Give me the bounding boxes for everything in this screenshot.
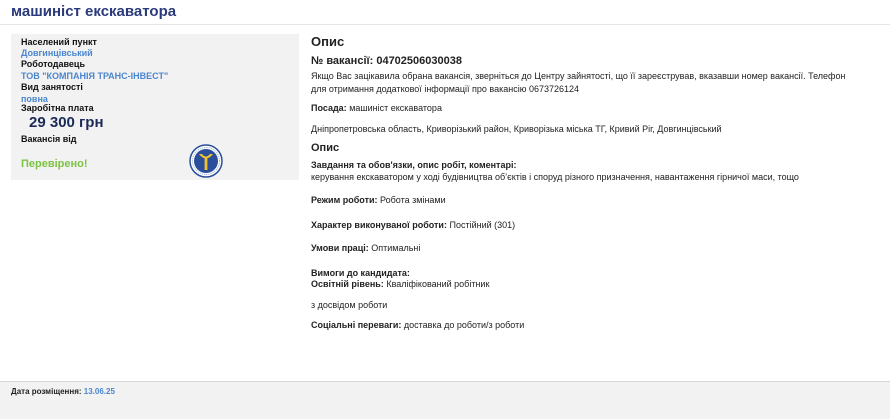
salary-value: 29 300 грн: [29, 114, 104, 131]
duties-text: керування екскаватором у ході будівництва об’єктів і споруд різного призначення, навантаження гірничої маси, тощо: [311, 172, 799, 182]
posted-date: 13.06.25: [83, 387, 115, 396]
contact-info-line2: для отримання додаткової інформації про вакансію 0673726124: [311, 84, 580, 94]
benefits-row: [311, 320, 524, 330]
employment-service-emblem-icon: [189, 144, 223, 178]
posted-date-label: Дата розміщення:: [11, 387, 82, 396]
contact-info-line1: Якщо Вас зацікавила обрана вакансія, зверніться до Центру зайнятості, що її зареєстрував, вказавши номер вакансії. Телефон: [311, 71, 846, 81]
posted-date-row: [11, 387, 115, 396]
position-row: [311, 103, 442, 113]
page-title: машиніст екскаватора: [11, 3, 177, 20]
position-label: Посада:: [311, 103, 347, 113]
conditions-label: Умови праці:: [311, 243, 369, 253]
conditions-row: [311, 243, 420, 253]
vacancy-number-label: № вакансії:: [311, 55, 374, 67]
benefits-value: доставка до роботи/з роботи: [403, 320, 525, 330]
education-label: Освітній рівень:: [311, 279, 384, 289]
schedule-label: Режим роботи:: [311, 195, 378, 205]
vacancy-number-row: [311, 55, 462, 67]
work-nature-value: Постійний (301): [449, 220, 516, 230]
experience-text: з досвідом роботи: [311, 300, 388, 310]
description-heading: Опис: [311, 34, 345, 49]
employment-type-value: повна: [21, 94, 48, 104]
location-text: Дніпропетровська область, Криворізький район, Криворізька міська ТГ, Кривий Ріг, Довгинцівський: [311, 124, 722, 134]
work-nature-row: [311, 220, 515, 230]
schedule-row: [311, 195, 446, 205]
locality-link[interactable]: Довгинцівський: [21, 48, 93, 58]
vacancy-number: 04702506030038: [376, 55, 462, 67]
employment-type-label: Вид занятості: [21, 82, 83, 92]
salary-label: Заробітна плата: [21, 103, 94, 113]
footer: [0, 381, 890, 419]
description-subheading: Опис: [311, 142, 340, 154]
verified-badge: Перевірено!: [21, 158, 88, 170]
title-bar: [0, 0, 890, 25]
requirements-label: Вимоги до кандидата:: [311, 268, 410, 278]
benefits-label: Соціальні переваги:: [311, 320, 402, 330]
employer-label: Роботодавець: [21, 59, 85, 69]
duties-label: Завдання та обов'язки, опис робіт, коментарі:: [311, 160, 517, 170]
vacancy-summary-card: [11, 34, 299, 180]
position-value: машиніст екскаватора: [349, 103, 442, 113]
employer-link[interactable]: ТОВ "КОМПАНІЯ ТРАНС-ІНВЕСТ": [21, 71, 169, 81]
education-row: [311, 279, 489, 289]
conditions-value: Оптимальні: [371, 243, 421, 253]
work-nature-label: Характер виконуваної роботи:: [311, 220, 447, 230]
schedule-value: Робота змінами: [380, 195, 446, 205]
locality-label: Населений пункт: [21, 37, 97, 47]
vacancy-from-label: Вакансія від: [21, 134, 77, 144]
education-value: Кваліфікований робітник: [386, 279, 490, 289]
